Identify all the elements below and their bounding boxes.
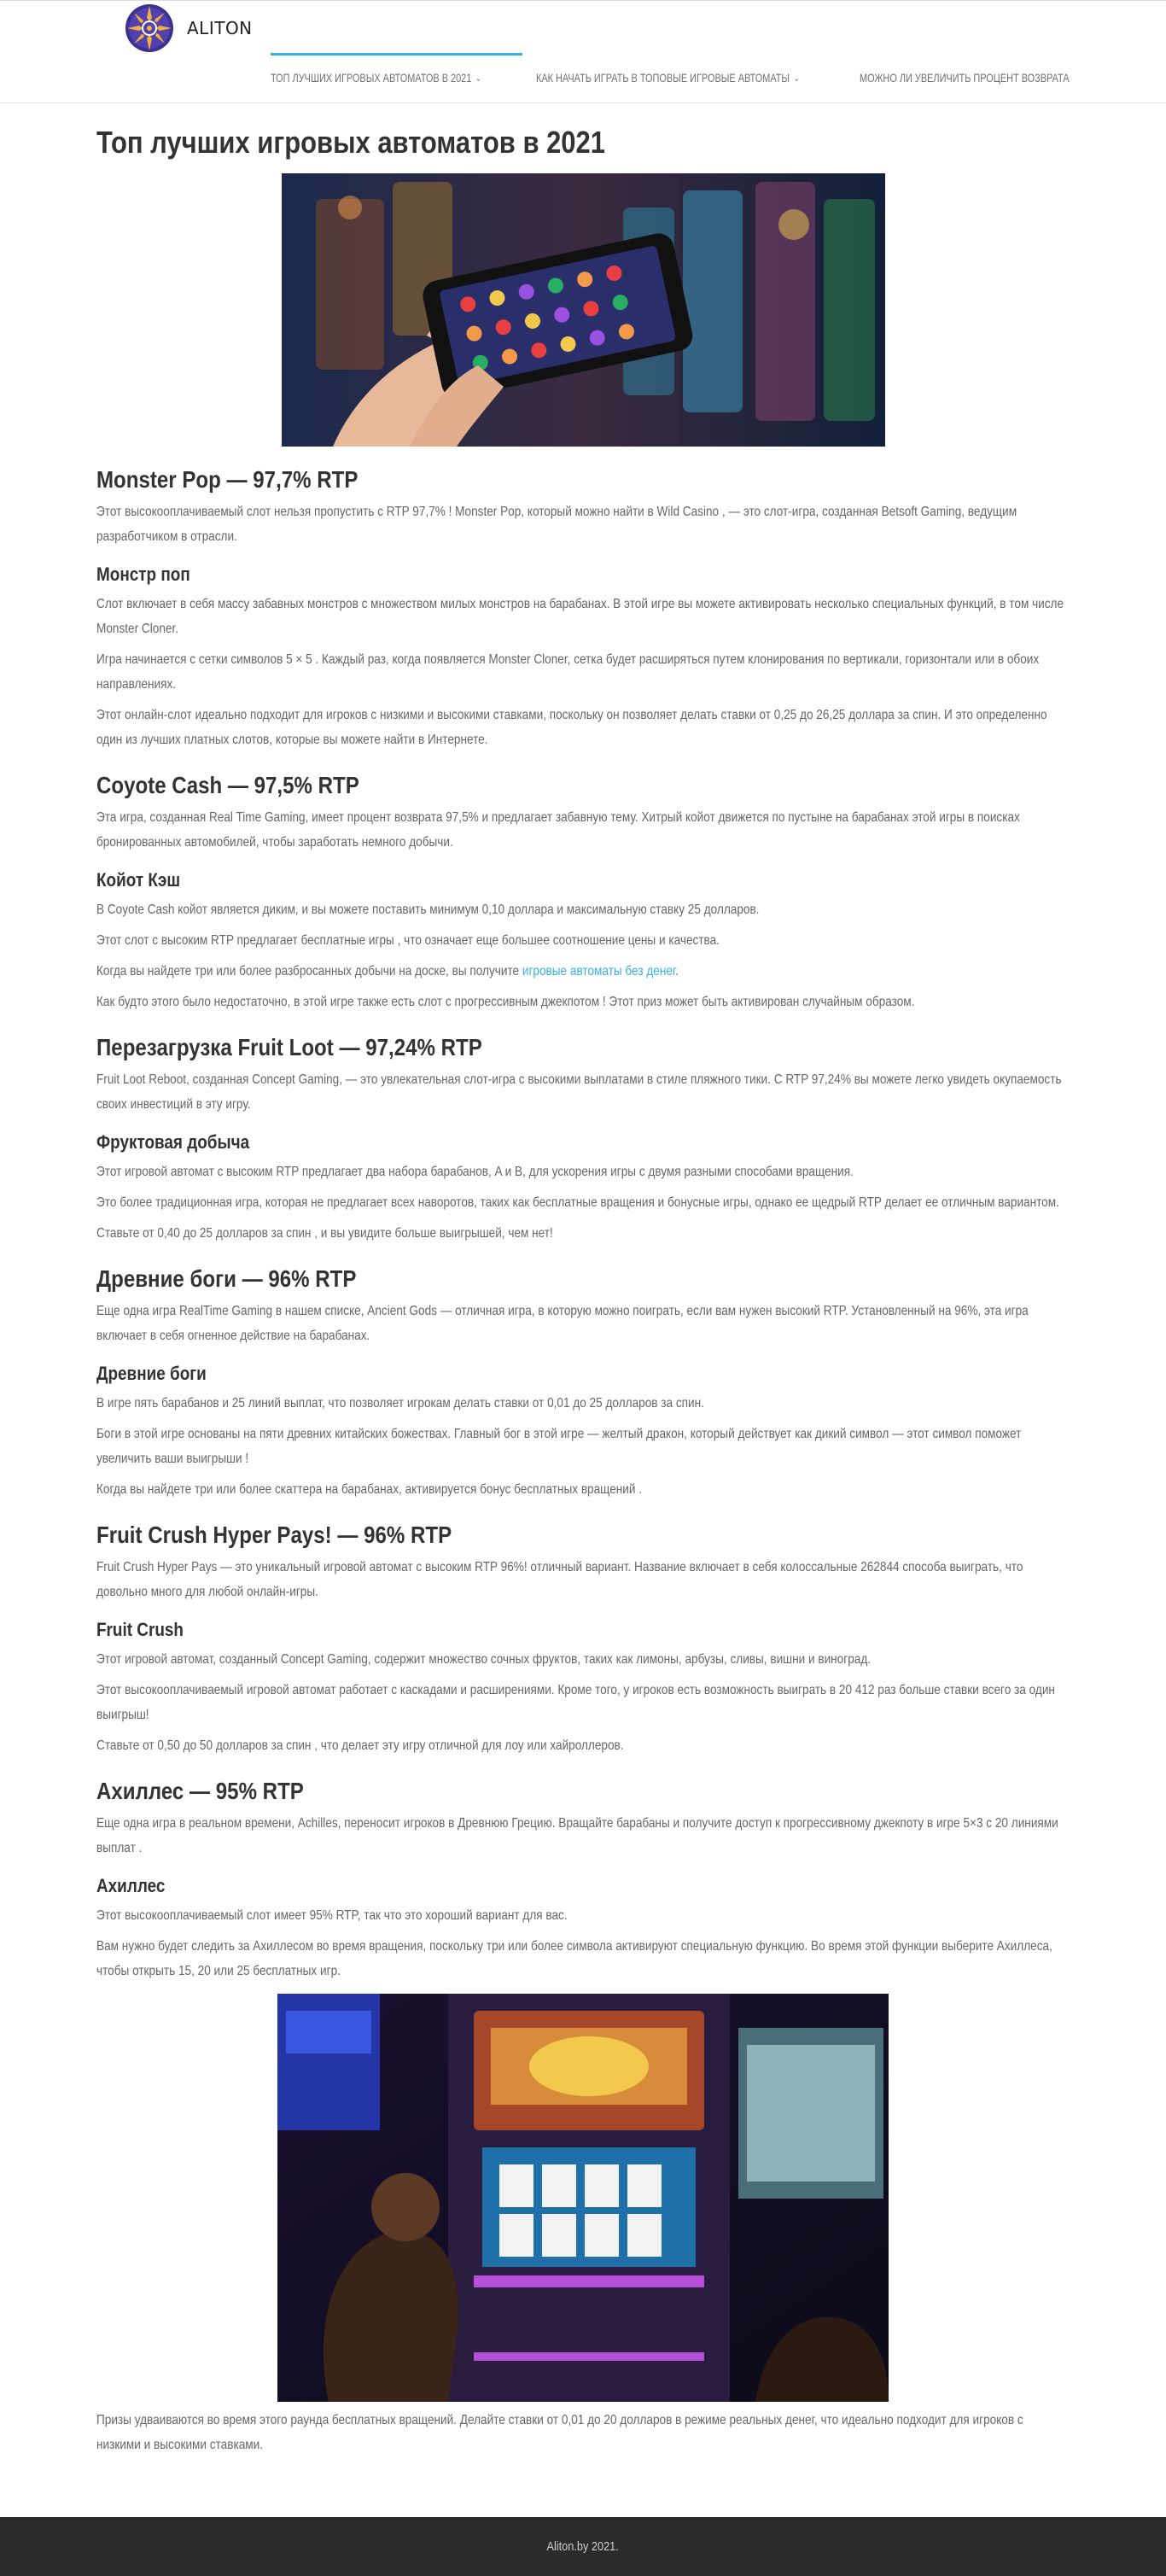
paragraph: Когда вы найдете три или более скаттера на барабанах, активируется бонус бесплатных вращений . [96,1482,643,1497]
paragraph: Этот онлайн-слот идеально подходит для игроков с низкими и высокими ставками, поскольку он позволяет делать ставки от 0,25 до 26,25 доллара за спин. И это определенно один из лучших платных слотов, которые вы можете найти в Интернете. [96,708,1047,747]
logo-link[interactable] [124,3,253,54]
paragraph-with-link [96,959,1066,984]
subsection-heading: Монстр поп [96,564,190,585]
page-title: Топ лучших игровых автоматов в 2021 [96,125,605,160]
paragraph: Этот игровой автомат, созданный Concept Gaming, содержит множество сочных фруктов, таких как лимоны, арбузы, сливы, вишни и виноград. [96,1652,872,1667]
nav-item-how-to-start[interactable] [536,71,800,85]
free-slots-link[interactable]: игровые автоматы без денег [522,964,676,978]
paragraph: Еще одна игра в реальном времени, Achilles, переносит игроков в Древнюю Грецию. Вращайте барабаны и получите доступ к прогрессивному джекпоту в игре 5×3 с 20 линиями выплат . [96,1816,1058,1855]
chevron-down-icon: ⌄ [793,73,800,84]
subsection-heading: Fruit Crush [96,1619,184,1640]
paragraph: Призы удваиваются во время этого раунда бесплатных вращений. Делайте ставки от 0,01 до 20 долларов в режиме реальных денег, что идеально подходит для игроков с низкими и высокими ставками. [96,2413,1023,2452]
subsection-heading: Койот Кэш [96,869,181,891]
subsection-heading: Древние боги [96,1363,207,1384]
main-nav [271,67,1125,88]
paragraph: Эта игра, созданная Real Time Gaming, имеет процент возврата 97,5% и предлагает забавную тему. Хитрый койот движется по пустыне на барабанах этой игры в поисках бронированных автомобилей, чтобы заработать немного добычи. [96,810,1020,850]
footer-copyright: Aliton.by 2021. [546,2539,620,2554]
paragraph: В Coyote Cash койот является диким, и вы можете поставить минимум 0,10 доллара и максимальную ставку 25 долларов. [96,902,760,917]
brand-name: ALITON [187,18,253,38]
section-heading: Coyote Cash — 97,5% RTP [96,772,359,798]
section-heading: Ахиллес — 95% RTP [96,1778,304,1804]
paragraph: Игра начинается с сетки символов 5 × 5 . Каждый раз, когда появляется Monster Cloner, сетка будет расширяться путем клонирования по вертикали, горизонтали или в обоих направлениях. [96,652,1040,692]
nav-item-label: МОЖНО ЛИ УВЕЛИЧИТЬ ПРОЦЕНТ ВОЗВРАТА [860,71,1070,85]
paragraph: Боги в этой игре основаны на пяти древних китайских божествах. Главный бог в этой игре — желтый дракон, который действует как дикий символ — этот символ поможет увеличить ваши выигрыши ! [96,1427,1022,1466]
site-footer [0,2517,1166,2576]
paragraph: Этот игровой автомат с высоким RTP предлагает два набора барабанов, A и B, для ускорения игры с двумя разными способами вращения. [96,1165,854,1179]
hero-image [282,173,885,447]
site-header [0,0,1166,103]
nav-item-top-slots[interactable] [271,71,482,85]
paragraph: Как будто этого было недостаточно, в этой игре также есть слот с прогрессивным джекпотом ! Этот приз может быть активирован случайным образом. [96,995,915,1009]
section-heading: Fruit Crush Hyper Pays! — 96% RTP [96,1522,452,1548]
paragraph: В игре пять барабанов и 25 линий выплат, что позволяет игрокам делать ставки от 0,01 до 25 долларов за спин. [96,1396,704,1411]
paragraph: Fruit Crush Hyper Pays — это уникальный игровой автомат с высоким RTP 96%! отличный вариант. Название включает в себя колоссальные 262844 способа выиграть, что довольно много для любой онлайн-игры. [96,1560,1023,1599]
nav-item-increase-rtp[interactable] [860,71,1070,85]
nav-item-label: ТОП ЛУЧШИХ ИГРОВЫХ АВТОМАТОВ В 2021 [271,71,472,85]
section-heading: Monster Pop — 97,7% RTP [96,466,359,493]
subsection-heading: Фруктовая добыча [96,1131,250,1153]
paragraph: Вам нужно будет следить за Ахиллесом во время вращения, поскольку три или более символа активируют специальную функцию. Во время этой функции выберите Ахиллеса, чтобы открыть 15, 20 или 25 бесплатных игр. [96,1939,1052,1978]
paragraph: Слот включает в себя массу забавных монстров с множеством милых монстров на барабанах. В этой игре вы можете активировать несколько специальных функций, в том числе Monster Cloner. [96,597,1064,636]
nav-active-indicator [271,53,522,55]
paragraph: Это более традиционная игра, которая не предлагает всех наворотов, таких как бесплатные вращения и бонусные игры, однако ее щедрый RTP делает ее отличным вариантом. [96,1195,1059,1210]
slot-machines-image [277,1994,889,2402]
paragraph: Этот высокооплачиваемый слот имеет 95% RTP, так что это хороший вариант для вас. [96,1908,568,1923]
paragraph: Ставьте от 0,50 до 50 долларов за спин , что делает эту игру отличной для лоу или хайроллеров. [96,1738,624,1753]
paragraph-text: . [675,964,679,978]
paragraph: Этот высокооплачиваемый игровой автомат работает с каскадами и расширениями. Кроме того, у игроков есть возможность выиграть в 20 412 раз больше ставки всего за один выигрыш! [96,1683,1055,1722]
paragraph: Этот слот с высоким RTP предлагает бесплатные игры , что означает еще большее соотношение цены и качества. [96,933,720,948]
subsection-heading: Ахиллес [96,1875,166,1896]
article [96,124,1070,2457]
paragraph: Еще одна игра RealTime Gaming в нашем списке, Ancient Gods — отличная игра, в которую можно поиграть, если вам нужен высокий RTP. Установленный на 96%, эта игра включает в себя огненное действие на барабанах. [96,1304,1029,1343]
nav-item-label: КАК НАЧАТЬ ИГРАТЬ В ТОПОВЫЕ ИГРОВЫЕ АВТОМАТЫ [536,71,790,85]
section-heading: Перезагрузка Fruit Loot — 97,24% RTP [96,1034,482,1060]
paragraph: Fruit Loot Reboot, созданная Concept Gaming, — это увлекательная слот-игра с высокими выплатами в стиле пляжного тики. С RTP 97,24% вы можете легко увидеть окупаемость своих инвестиций в эту игру. [96,1072,1062,1112]
chevron-down-icon: ⌄ [475,73,482,84]
paragraph: Ставьте от 0,40 до 25 долларов за спин , и вы увидите больше выигрышей, чем нет! [96,1226,553,1241]
paragraph: Этот высокооплачиваемый слот нельзя пропустить с RTP 97,7% ! Monster Pop, который можно найти в Wild Casino , — это слот-игра, созданная Betsoft Gaming, ведущим разработчиком в отрасли. [96,505,1017,544]
spiral-star-logo-icon [124,3,175,54]
section-heading: Древние боги — 96% RTP [96,1265,357,1292]
paragraph-text: Когда вы найдете три или более разбросанных добычи на доске, вы получите [96,964,522,978]
